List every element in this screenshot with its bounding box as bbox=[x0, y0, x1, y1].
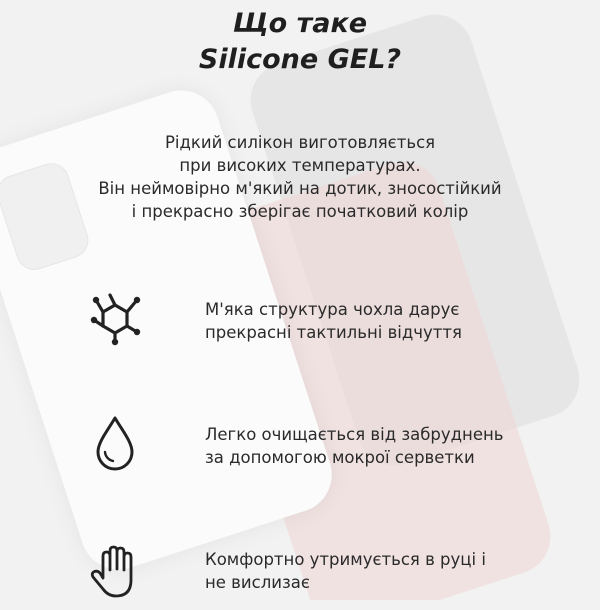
molecule-structure-icon bbox=[86, 290, 144, 348]
intro-line-4: і прекрасно зберігає початковий колір bbox=[131, 202, 469, 221]
feature-text bbox=[205, 423, 545, 469]
feature-line-2: прекрасні тактильні відчуття bbox=[205, 323, 462, 342]
feature-line-1: Комфортно утримується в руці і bbox=[205, 550, 486, 569]
water-drop-icon bbox=[86, 414, 144, 472]
feature-text bbox=[205, 298, 545, 344]
hand-icon bbox=[86, 542, 144, 600]
feature-line-2: за допомогою мокрої серветки bbox=[205, 448, 475, 467]
feature-text bbox=[205, 548, 545, 594]
feature-easy-clean bbox=[0, 410, 600, 480]
title-line-2: Silicone GEL? bbox=[198, 44, 402, 75]
intro-line-1: Рідкий силікон виготовляється bbox=[164, 133, 436, 152]
feature-line-1: Легко очищається від забруднень bbox=[205, 425, 504, 444]
page-title bbox=[0, 6, 600, 78]
intro-line-3: Він неймовірно м'який на дотик, зносостійкий bbox=[98, 179, 502, 198]
intro-line-2: при високих температурах. bbox=[179, 156, 421, 175]
intro-paragraph bbox=[0, 131, 600, 223]
feature-soft-structure bbox=[0, 290, 600, 360]
title-line-1: Що таке bbox=[232, 8, 368, 39]
feature-line-1: М'яка структура чохла дарує bbox=[205, 300, 460, 319]
feature-line-2: не вислизає bbox=[205, 573, 310, 592]
